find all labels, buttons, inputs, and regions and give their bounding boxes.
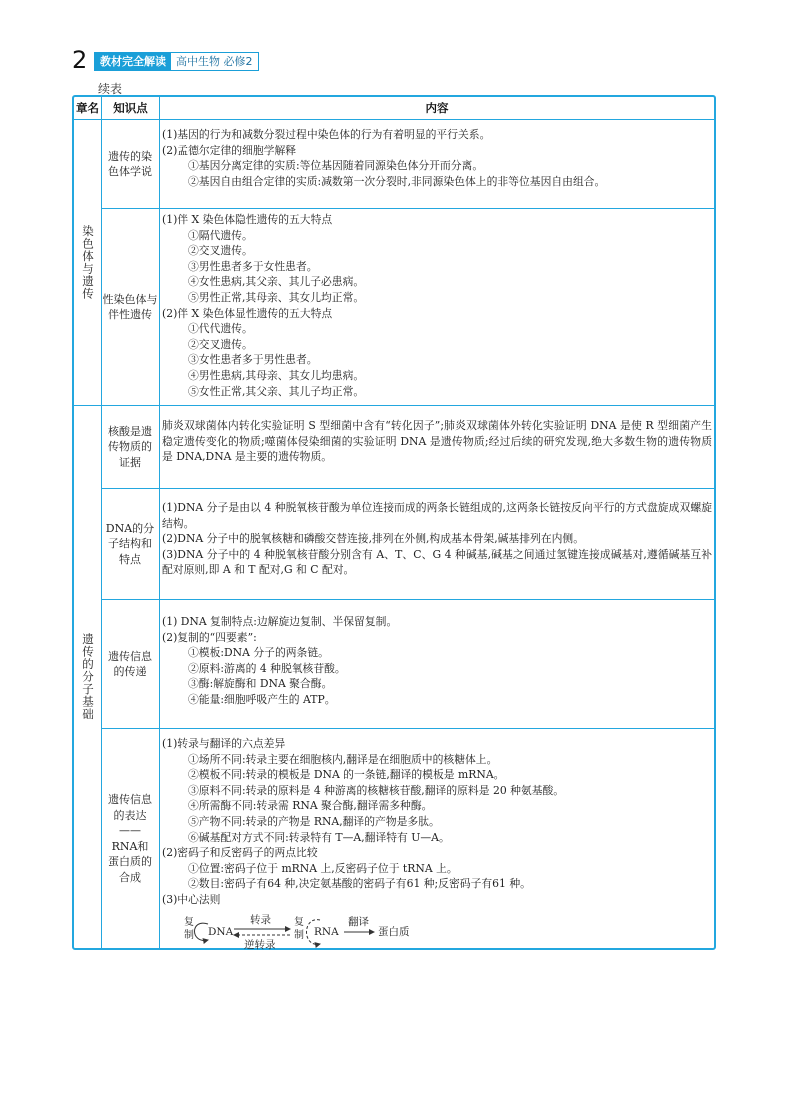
chapter-title: 遗传的分子基础 bbox=[81, 633, 95, 721]
content-line: ⑤男性正常,其母亲、其女儿均正常。 bbox=[188, 290, 365, 304]
content-line: ④女性患病,其父亲、其儿子必患病。 bbox=[188, 275, 365, 289]
reverse-transcription-label: 逆转录 bbox=[244, 938, 276, 951]
chapter-cell bbox=[75, 406, 101, 948]
topic-label: DNA的分子结构和特点 bbox=[105, 521, 155, 566]
content-line: ①模板:DNA 分子的两条链。 bbox=[188, 646, 329, 660]
rna-label: RNA bbox=[314, 925, 339, 938]
column-header-chapter: 章名 bbox=[76, 101, 99, 115]
content-line: ⑤产物不同:转录的产物是 RNA,翻译的产物是多肽。 bbox=[188, 814, 440, 828]
content-cell bbox=[162, 500, 712, 578]
table-divider bbox=[101, 488, 714, 489]
replication-label: 复制 bbox=[184, 916, 194, 941]
topic-cell bbox=[101, 600, 159, 728]
content-line: ⑤女性正常,其父亲、其儿子均正常。 bbox=[188, 384, 365, 398]
content-line: (2)孟德尔定律的细胞学解释 bbox=[162, 143, 297, 157]
dna-label: DNA bbox=[208, 925, 234, 938]
topic-label: 核酸是遗传物质的证据 bbox=[108, 424, 152, 469]
translation-label: 翻译 bbox=[348, 915, 369, 928]
topic-cell bbox=[101, 489, 159, 599]
content-line: (1)基因的行为和减数分裂过程中染色体的行为有着明显的平行关系。 bbox=[162, 128, 491, 141]
content-cell bbox=[162, 614, 712, 708]
table-divider bbox=[101, 599, 714, 600]
rna-replication-label: 复制 bbox=[294, 916, 304, 941]
table-divider bbox=[74, 119, 714, 120]
content-line: ④所需酶不同:转录需 RNA 聚合酶,翻译需多种酶。 bbox=[188, 799, 433, 813]
content-line: (2)伴 X 染色体显性遗传的五大特点 bbox=[162, 306, 333, 320]
content-line: ⑥碱基配对方式不同:转录特有 T—A,翻译特有 U—A。 bbox=[188, 830, 450, 844]
content-line: (1)DNA 分子是由以 4 种脱氧核苷酸为单位连接而成的两条长链组成的,这两条长链按反向平行的方式盘旋成双螺旋结构。 bbox=[162, 501, 712, 530]
content-cell bbox=[162, 212, 712, 399]
chapter-cell bbox=[75, 120, 101, 405]
content-line: (1) DNA 复制特点:边解旋边复制、半保留复制。 bbox=[162, 615, 398, 628]
protein-label: 蛋白质 bbox=[378, 925, 410, 938]
book-title: 高中生物 必修2 bbox=[171, 53, 258, 70]
content-paragraph: 肺炎双球菌体内转化实验证明 S 型细菌中含有“转化因子”;肺炎双球菌体外转化实验证明 DNA 是使 R 型细菌产生稳定遗传变化的物质;噬菌体侵染细菌的实验证明 DNA 是遗传物质;经过后续的研究发现,绝大多数生物的遗传物质是 DNA,DNA 是主要的遗传物质。 bbox=[162, 419, 712, 464]
content-line: ④能量:细胞呼吸产生的 ATP。 bbox=[188, 692, 336, 706]
content-line: (1)伴 X 染色体隐性遗传的五大特点 bbox=[162, 213, 333, 226]
content-line: ②原料:游离的 4 种脱氧核苷酸。 bbox=[188, 661, 346, 675]
topic-cell bbox=[101, 209, 159, 405]
content-cell bbox=[162, 418, 712, 465]
content-line: ②基因自由组合定律的实质:减数第一次分裂时,非同源染色体上的非等位基因自由组合。 bbox=[188, 174, 606, 188]
content-line: ①位置:密码子位于 mRNA 上,反密码子位于 tRNA 上。 bbox=[188, 861, 458, 875]
content-cell bbox=[162, 736, 712, 960]
topic-cell bbox=[101, 729, 159, 948]
content-line: ①代代遗传。 bbox=[188, 322, 253, 336]
continued-label: 续表 bbox=[98, 82, 123, 96]
dna-replication-loop bbox=[195, 923, 209, 940]
topic-label: 遗传信息的表达——RNA和蛋白质的合成 bbox=[108, 793, 152, 884]
content-line: ③原料不同:转录的原料是 4 种游离的核糖核苷酸,翻译的原料是 20 种氨基酸。 bbox=[188, 783, 565, 797]
content-line: (1)转录与翻译的六点差异 bbox=[162, 737, 286, 750]
transcription-label: 转录 bbox=[250, 913, 271, 926]
content-line: (2)DNA 分子中的脱氧核糖和磷酸交替连接,排列在外侧,构成基本骨架,碱基排列在内侧。 bbox=[162, 532, 585, 546]
topic-label: 遗传的染色体学说 bbox=[108, 149, 152, 178]
content-line: ②交叉遗传。 bbox=[188, 337, 253, 351]
content-line: (3)中心法则 bbox=[162, 892, 221, 906]
content-line: ②数目:密码子有64 种,决定氨基酸的密码子有61 种;反密码子有61 种。 bbox=[188, 877, 531, 891]
content-line: ④男性患病,其母亲、其女儿均患病。 bbox=[188, 368, 365, 382]
content-line: ③女性患者多于男性患者。 bbox=[188, 353, 318, 367]
table-divider bbox=[101, 728, 714, 729]
content-line: ①基因分离定律的实质:等位基因随着同源染色体分开而分离。 bbox=[188, 159, 484, 173]
central-dogma-diagram bbox=[162, 910, 712, 960]
series-title: 教材完全解读 bbox=[95, 53, 171, 70]
content-line: ②交叉遗传。 bbox=[188, 244, 253, 258]
chapter-title: 染色体与遗传 bbox=[81, 225, 95, 300]
content-line: ③酶:解旋酶和 DNA 聚合酶。 bbox=[188, 677, 333, 691]
topic-cell bbox=[101, 120, 159, 208]
topic-label: 遗传信息的传递 bbox=[108, 649, 152, 678]
content-line: ②模板不同:转录的模板是 DNA 的一条链,翻译的模板是 mRNA。 bbox=[188, 768, 505, 782]
header-tag bbox=[94, 52, 259, 71]
table-divider bbox=[74, 405, 714, 406]
topic-cell bbox=[101, 406, 159, 488]
content-line: ①场所不同:转录主要在细胞核内,翻译是在细胞质中的核糖体上。 bbox=[188, 752, 498, 766]
content-cell bbox=[162, 127, 712, 189]
column-header-content: 内容 bbox=[425, 101, 449, 115]
content-line: ①隔代遗传。 bbox=[188, 228, 253, 242]
page-number: 2 bbox=[72, 46, 88, 74]
table-divider bbox=[159, 97, 160, 948]
content-line: (2)复制的“四要素”: bbox=[162, 630, 257, 644]
content-line: ③男性患者多于女性患者。 bbox=[188, 259, 318, 273]
column-header-topic: 知识点 bbox=[113, 101, 148, 115]
content-line: (2)密码子和反密码子的两点比较 bbox=[162, 846, 318, 860]
table-divider bbox=[101, 208, 714, 209]
content-line: (3)DNA 分子中的 4 种脱氧核苷酸分别含有 A、T、C、G 4 种碱基,碱基之间通过氢键连接成碱基对,遵循碱基互补配对原则,即 A 和 T 配对,G 和 C 配对。 bbox=[162, 547, 712, 577]
topic-label: 性染色体与伴性遗传 bbox=[102, 292, 158, 321]
